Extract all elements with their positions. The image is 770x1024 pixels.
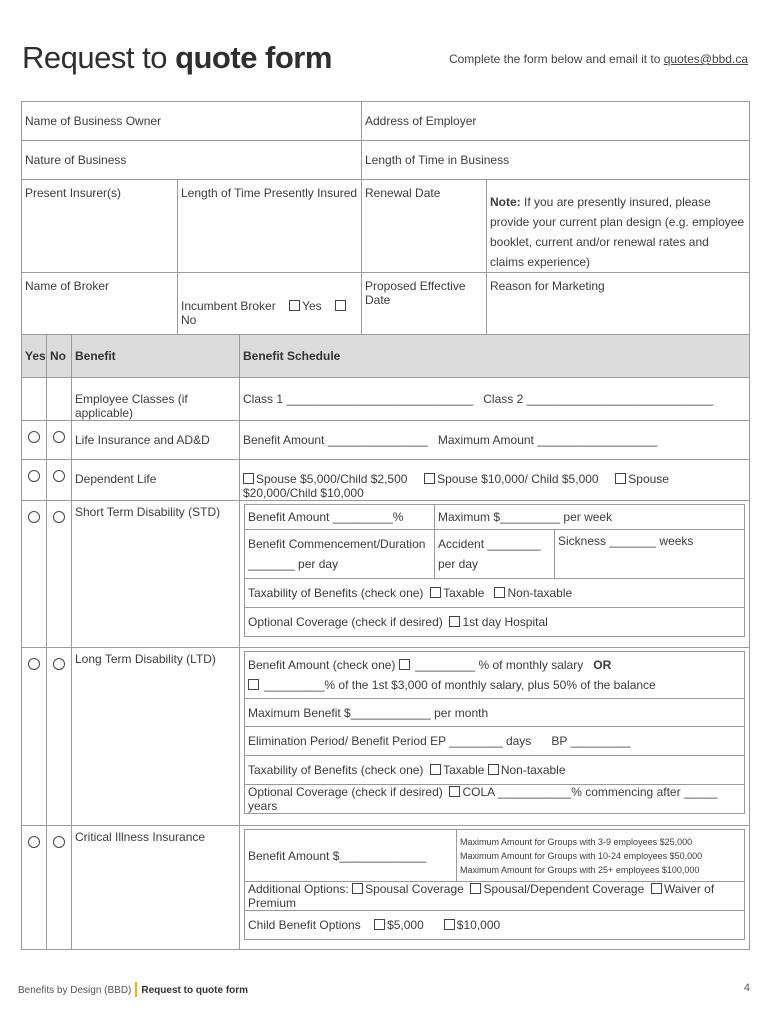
- std-yes-radio[interactable]: [28, 511, 40, 523]
- ltd-yes-radio[interactable]: [28, 658, 40, 670]
- ci-yes-radio[interactable]: [28, 836, 40, 848]
- header-note: Complete the form below and email it to quotes@bbd.ca: [448, 52, 748, 66]
- page-title: Request to quote form: [22, 40, 332, 75]
- ci-5000-checkbox[interactable]: [374, 919, 385, 930]
- ci-label: Critical Illness Insurance: [72, 826, 240, 950]
- business-info-table: [21, 101, 750, 339]
- email-link[interactable]: quotes@bbd.ca: [663, 52, 748, 66]
- employee-classes-schedule[interactable]: Class 1 ____________________________ Class 2 ____________________________: [240, 378, 750, 421]
- ci-amount-field[interactable]: Benefit Amount $_____________: [245, 830, 457, 882]
- ltd-tax-row: Taxability of Benefits (check one) Taxable Non-taxable: [245, 756, 745, 785]
- col-no: No: [47, 335, 72, 378]
- ltd-label: Long Term Disability (LTD): [72, 648, 240, 826]
- std-nontaxable-checkbox[interactable]: [494, 587, 505, 598]
- col-yes: Yes: [22, 335, 47, 378]
- page-number: 4: [743, 982, 750, 994]
- ltd-tier-checkbox[interactable]: [248, 679, 259, 690]
- ci-max-notes: Maximum Amount for Groups with 3-9 employees $25,000 Maximum Amount for Groups with 10-24 employees $50,000 Maximum Amount for Groups with 25+ employees $100,000: [457, 830, 745, 882]
- std-max-field[interactable]: Maximum $_________ per week: [435, 505, 745, 530]
- ltd-nontaxable-checkbox[interactable]: [488, 764, 499, 775]
- ltd-elim-field[interactable]: Elimination Period/ Benefit Period EP ________ days BP _________: [245, 727, 745, 756]
- std-schedule: [240, 501, 750, 648]
- note-cell: Note: If you are presently insured, please provide your current plan design (e.g. employee booklet, current and/or renewal rates and claims experience): [487, 180, 750, 273]
- std-amount-field[interactable]: Benefit Amount _________%: [245, 505, 435, 530]
- col-benefit: Benefit: [72, 335, 240, 378]
- col-schedule: Benefit Schedule: [240, 335, 750, 378]
- address-employer-field[interactable]: Address of Employer: [362, 102, 750, 141]
- ci-schedule: [240, 826, 750, 950]
- std-optional-row: Optional Coverage (check if desired) 1st day Hospital: [245, 608, 745, 637]
- dependent-schedule: Spouse $5,000/Child $2,500 Spouse $10,000/ Child $5,000 Spouse $20,000/Child $10,000: [240, 460, 750, 501]
- dependent-label: Dependent Life: [72, 460, 240, 501]
- nature-business-field[interactable]: Nature of Business: [22, 141, 362, 180]
- business-owner-field[interactable]: Name of Business Owner: [22, 102, 362, 141]
- ci-no-radio[interactable]: [53, 836, 65, 848]
- dependent-yes-radio[interactable]: [28, 470, 40, 482]
- incumbent-broker-field: Incumbent Broker Yes No: [178, 273, 362, 339]
- std-accident-field[interactable]: Accident ________ per day: [435, 530, 555, 579]
- length-insured-field[interactable]: Length of Time Presently Insured: [178, 180, 362, 273]
- ltd-pct-checkbox[interactable]: [399, 659, 410, 670]
- dep-opt1-checkbox[interactable]: [243, 473, 254, 484]
- ci-additional-row: Additional Options: Spousal Coverage Spousal/Dependent Coverage Waiver of Premium: [245, 882, 745, 911]
- std-taxable-checkbox[interactable]: [430, 587, 441, 598]
- life-label: Life Insurance and AD&D: [72, 421, 240, 460]
- life-schedule[interactable]: Benefit Amount _______________ Maximum Amount __________________: [240, 421, 750, 460]
- ci-waiver-checkbox[interactable]: [651, 883, 662, 894]
- std-tax-row: Taxability of Benefits (check one) Taxable Non-taxable: [245, 579, 745, 608]
- proposed-effective-field[interactable]: Proposed Effective Date: [362, 273, 487, 339]
- ltd-optional-row: Optional Coverage (check if desired) COLA ___________% commencing after _____ years: [245, 785, 745, 814]
- renewal-date-field[interactable]: Renewal Date: [362, 180, 487, 273]
- ltd-taxable-checkbox[interactable]: [430, 764, 441, 775]
- ltd-cola-checkbox[interactable]: [449, 786, 460, 797]
- dependent-no-radio[interactable]: [53, 470, 65, 482]
- std-no-radio[interactable]: [53, 511, 65, 523]
- footer: Benefits by Design (BBD) Request to quote form: [18, 982, 248, 997]
- ci-10000-checkbox[interactable]: [444, 919, 455, 930]
- std-sickness-field[interactable]: Sickness _______ weeks: [555, 530, 745, 579]
- ltd-amount-row: Benefit Amount (check one) _________ % of monthly salary OR _________% of the 1st $3,000 of monthly salary, plus 50% of the balance: [245, 652, 745, 699]
- std-commence-field[interactable]: Benefit Commencement/Duration _______ per day: [245, 530, 435, 579]
- name-broker-field[interactable]: Name of Broker: [22, 273, 178, 339]
- present-insurer-field[interactable]: Present Insurer(s): [22, 180, 178, 273]
- ltd-max-field[interactable]: Maximum Benefit $____________ per month: [245, 699, 745, 727]
- incumbent-no-checkbox[interactable]: [335, 300, 346, 311]
- ci-spousal-checkbox[interactable]: [352, 883, 363, 894]
- ltd-no-radio[interactable]: [53, 658, 65, 670]
- std-label: Short Term Disability (STD): [72, 501, 240, 648]
- benefits-table: [21, 334, 750, 950]
- length-business-field[interactable]: Length of Time in Business: [362, 141, 750, 180]
- ltd-schedule: [240, 648, 750, 826]
- ci-spousal-dep-checkbox[interactable]: [470, 883, 481, 894]
- ci-child-row: Child Benefit Options $5,000 $10,000: [245, 911, 745, 940]
- life-no-radio[interactable]: [53, 431, 65, 443]
- life-yes-radio[interactable]: [28, 431, 40, 443]
- employee-classes-label: Employee Classes (if applicable): [72, 378, 240, 421]
- dep-opt3-checkbox[interactable]: [615, 473, 626, 484]
- std-hospital-checkbox[interactable]: [449, 616, 460, 627]
- reason-marketing-field[interactable]: Reason for Marketing: [487, 273, 750, 339]
- dep-opt2-checkbox[interactable]: [424, 473, 435, 484]
- incumbent-yes-checkbox[interactable]: [289, 300, 300, 311]
